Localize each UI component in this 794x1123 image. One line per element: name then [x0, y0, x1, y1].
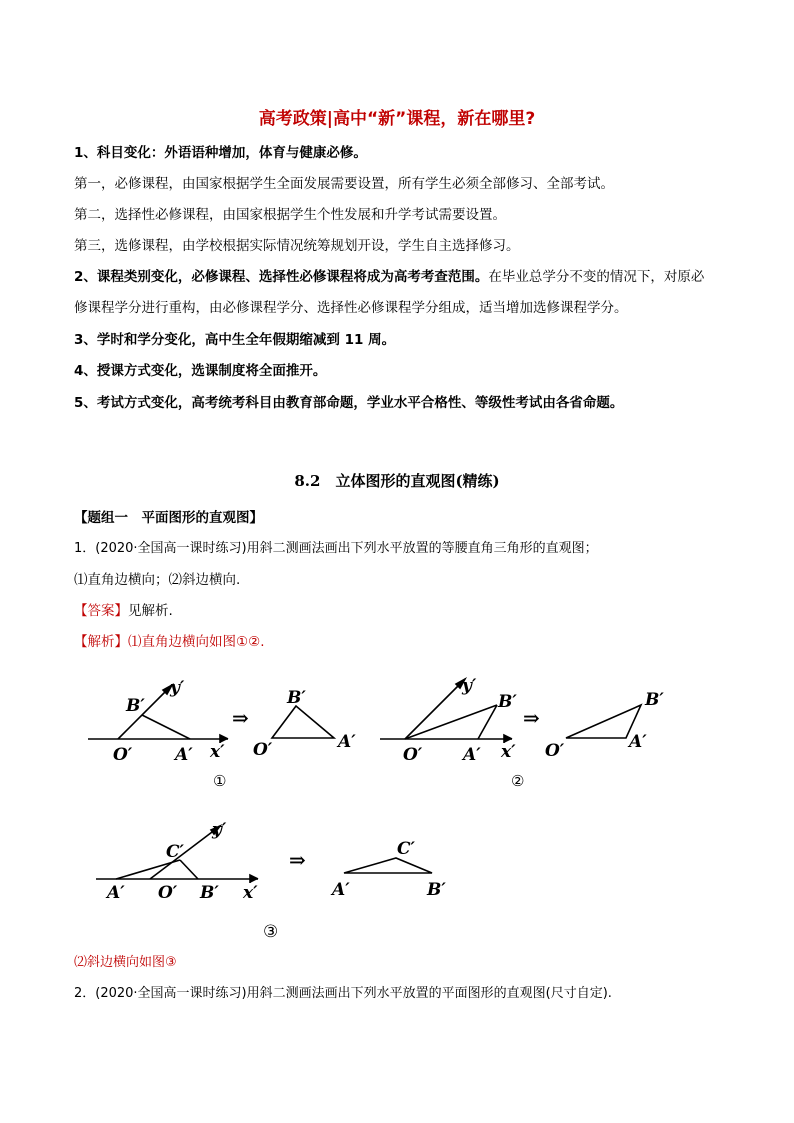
fig3-label-a: A′ [107, 883, 125, 903]
analysis-tag: 【解析】 [74, 634, 128, 650]
figure-3-drawing [96, 826, 432, 883]
headline: 高考政策|高中“新”课程，新在哪里? [258, 109, 536, 129]
fig1-arrow: ⇒ [232, 706, 249, 730]
q1-line-2: ⑴直角边横向；⑵斜边横向. [74, 572, 241, 588]
fig2-label-y: y′ [462, 676, 477, 696]
fig2r-label-a: A′ [629, 732, 647, 752]
q1-analysis [74, 632, 265, 652]
fig3-label-x: x′ [243, 883, 258, 903]
policy-item-2-cont: 修课程学分进行重构，由必修课程学分、选择性必修课程学分组成，适当增加选修课程学分。 [74, 300, 628, 316]
fig3r-label-b: B′ [427, 880, 446, 900]
fig2-label-a: A′ [463, 745, 481, 765]
policy-item-2-bold: 2、课程类别变化，必修课程、选择性必修课程将成为高考考查范围。 [74, 269, 489, 285]
fig3-number: ③ [263, 922, 279, 942]
q1-line-1: 1．(2020·全国高一课时练习)用斜二测画法画出下列水平放置的等腰直角三角形的直观图； [74, 541, 598, 556]
fig2-label-b: B′ [498, 692, 517, 712]
section-title: 8.2 立体图形的直观图(精练) [294, 472, 500, 490]
policy-line-second: 第二，选择性必修课程，由国家根据学生个性发展和升学考试需要设置。 [74, 207, 506, 223]
geometry-figure [0, 665, 794, 950]
fig2r-label-b: B′ [645, 690, 664, 710]
fig1r-label-b: B′ [287, 688, 306, 708]
fig2-label-x: x′ [501, 742, 516, 762]
policy-line-first: 第一，必修课程，由国家根据学生全面发展需要设置，所有学生必须全部修习、全部考试。 [74, 176, 614, 192]
fig1-label-a: A′ [175, 745, 193, 765]
policy-item-2 [74, 267, 704, 287]
fig-note: ⑵斜边横向如图③ [74, 955, 177, 970]
fig3-label-y: y′ [212, 820, 227, 840]
fig1-label-o: O′ [113, 745, 133, 765]
policy-line-third: 第三，选修课程，由学校根据实际情况统筹规划开设，学生自主选择修习。 [74, 238, 520, 254]
analysis-text: ⑴直角边横向如图①②. [128, 634, 265, 650]
fig3-label-o: O′ [158, 883, 178, 903]
fig2r-label-o: O′ [545, 741, 565, 761]
fig2-number: ② [511, 772, 525, 790]
fig3-label-b: B′ [200, 883, 219, 903]
fig2-arrow: ⇒ [523, 706, 540, 730]
policy-item-4: 4、授课方式变化，选课制度将全面推开。 [74, 363, 327, 379]
policy-item-1: 1、科目变化：外语语种增加，体育与健康必修。 [74, 145, 367, 161]
fig2-label-o: O′ [403, 745, 423, 765]
policy-item-3: 3、学时和学分变化，高中生全年假期缩减到 11 周。 [74, 332, 396, 348]
policy-item-5: 5、考试方式变化，高考统考科目由教育部命题，学业水平合格性、等级性考试由各省命题。 [74, 395, 624, 411]
fig1-number: ① [213, 772, 227, 790]
fig1-label-b: B′ [126, 696, 145, 716]
fig1-label-x: x′ [210, 742, 225, 762]
fig1-label-y: y′ [170, 678, 185, 698]
fig1r-label-o: O′ [253, 740, 273, 760]
answer-text: 见解析. [128, 603, 173, 619]
policy-item-2-rest: 在毕业总学分不变的情况下，对原必 [488, 269, 705, 285]
fig3r-label-c: C′ [397, 839, 416, 859]
fig1r-label-a: A′ [338, 732, 356, 752]
fig3r-label-a: A′ [332, 880, 350, 900]
answer-tag: 【答案】 [74, 603, 128, 619]
q1-answer [74, 601, 173, 621]
q2-line-1: 2．(2020·全国高一课时练习)用斜二测画法画出下列水平放置的平面图形的直观图(尺寸自定). [74, 986, 612, 1001]
group-title: 【题组一 平面图形的直观图】 [74, 510, 263, 526]
fig3-arrow: ⇒ [289, 848, 306, 872]
fig3-label-c: C′ [166, 842, 185, 862]
